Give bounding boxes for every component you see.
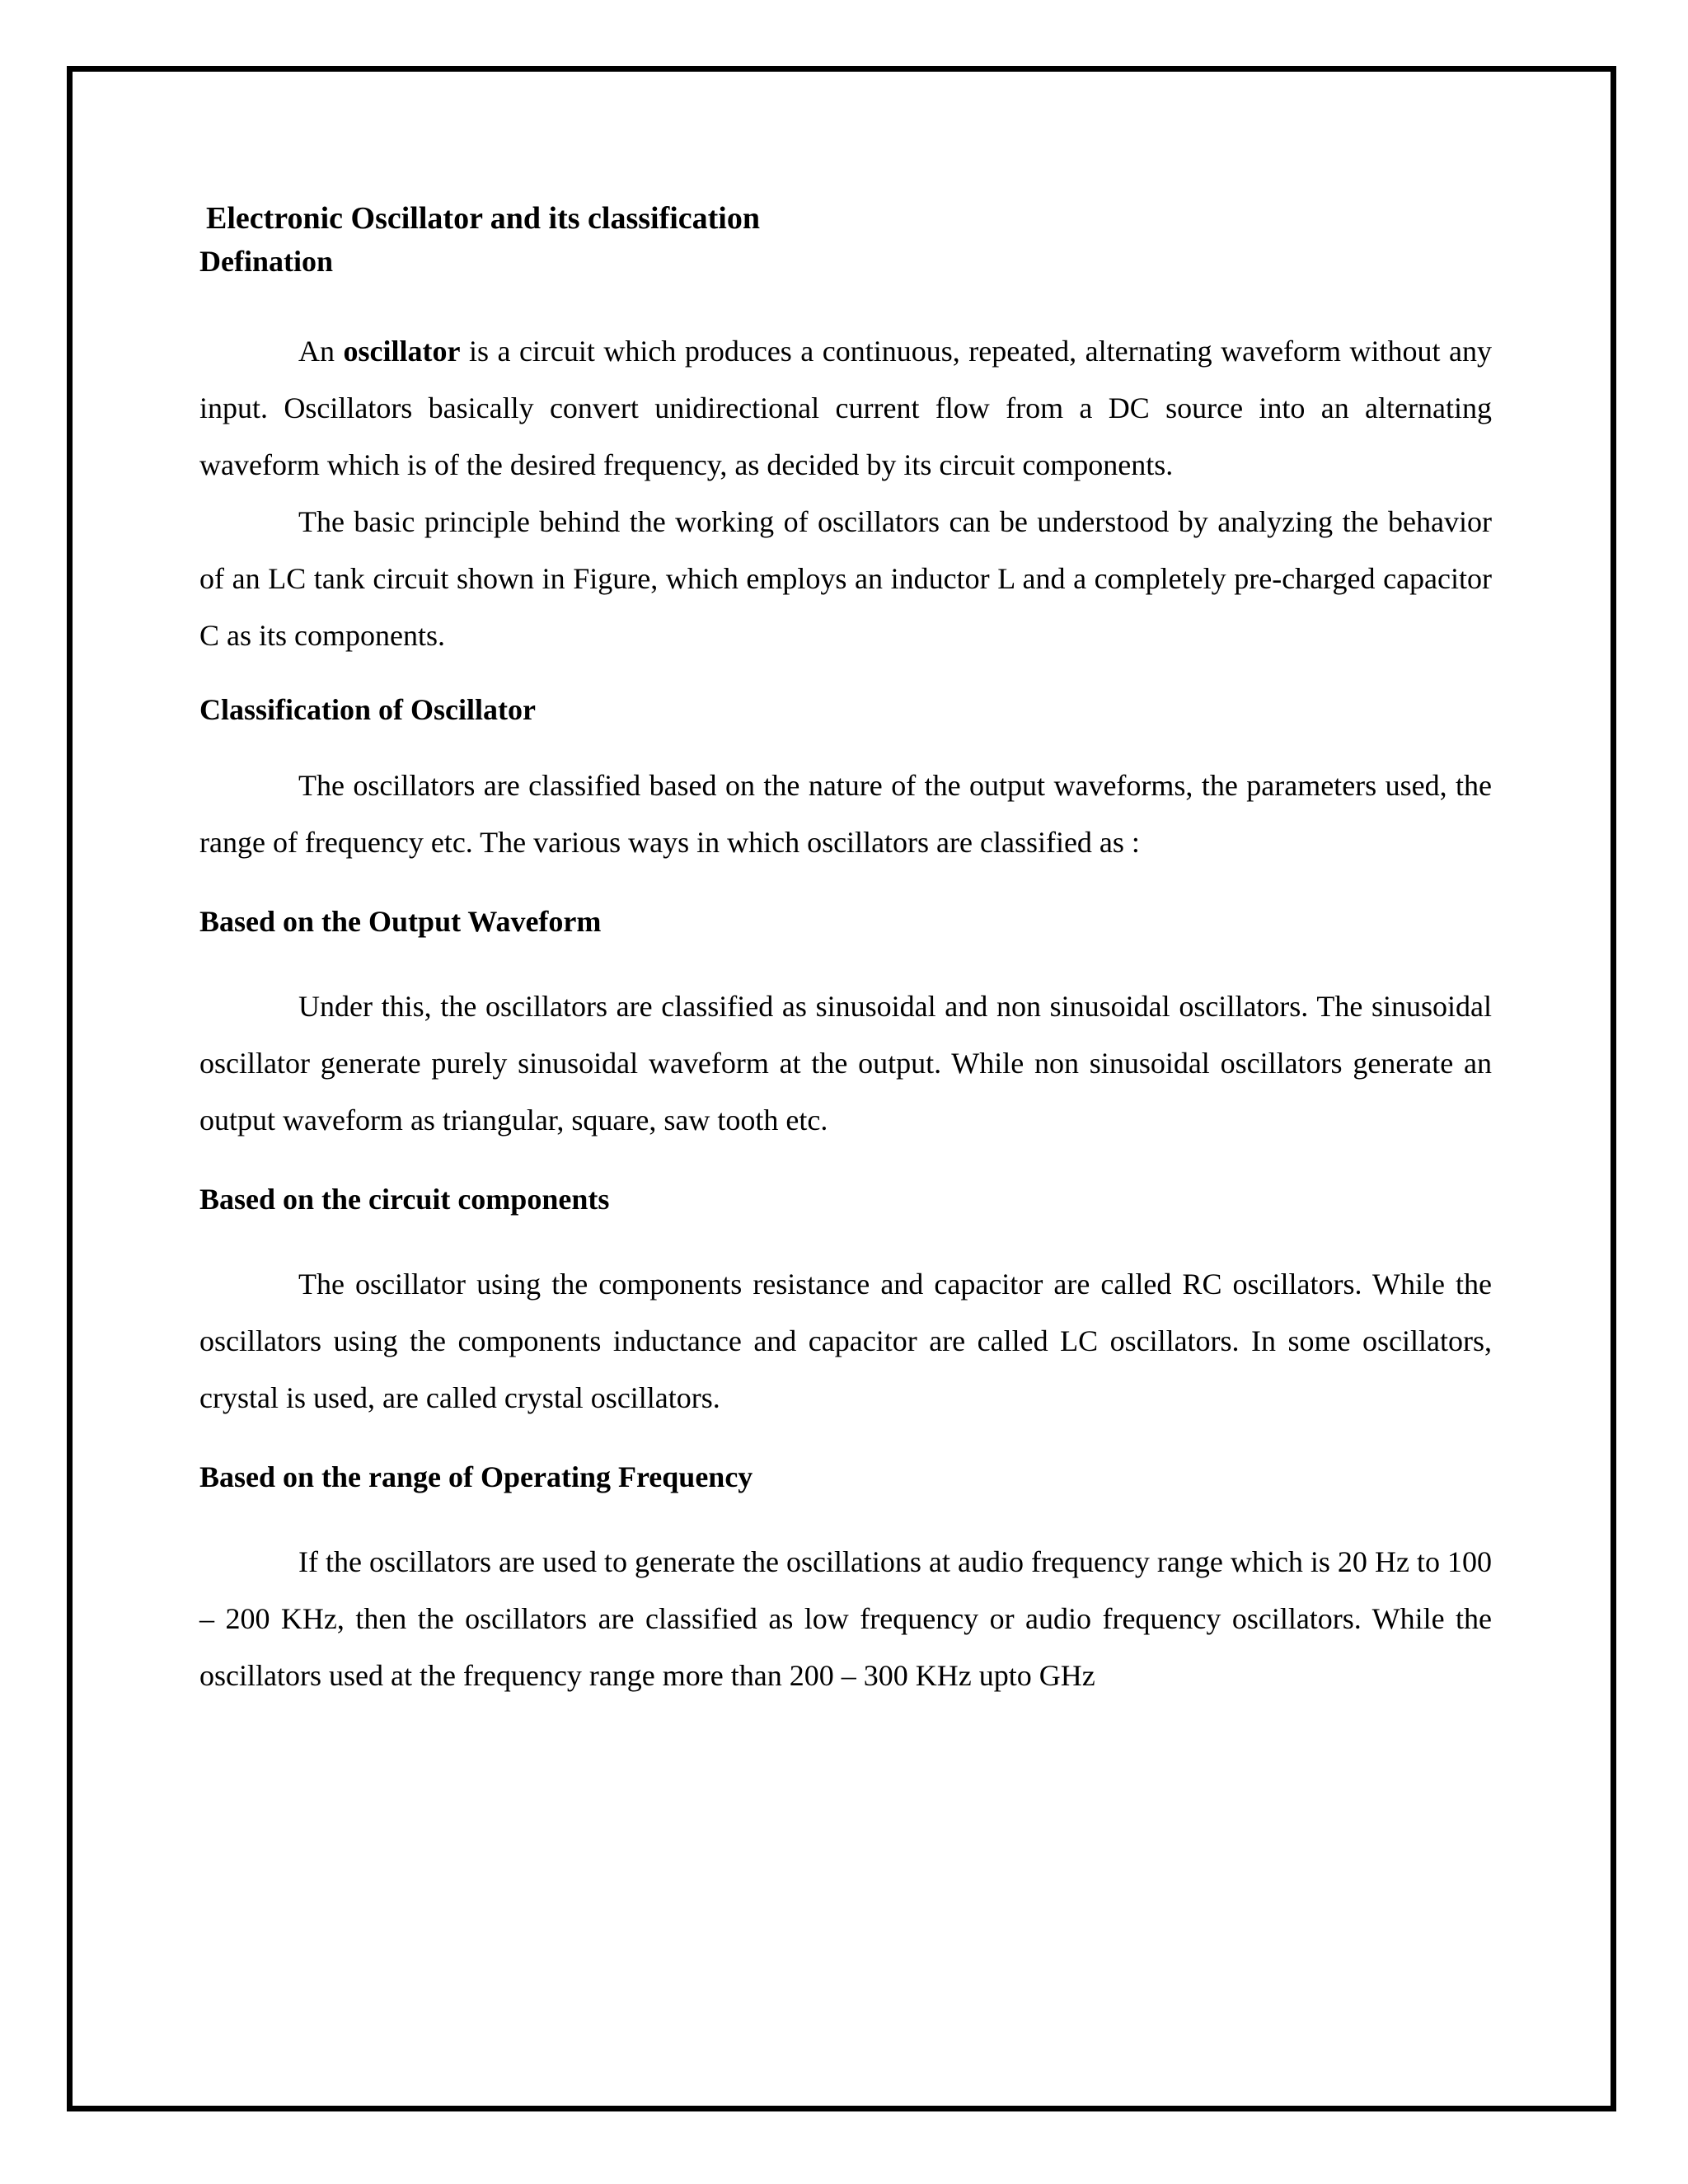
document-body <box>199 196 1492 1704</box>
principle-paragraph: The basic principle behind the working of oscillators can be understood by analyzing the behavior of an LC tank circuit shown in Figure, which employs an inductor L and a completely pre-charged capacitor C as its components. <box>199 505 1492 652</box>
components-paragraph: The oscillator using the components resistance and capacitor are called RC oscillators. While the oscillators using the components inductance and capacitor are called LC oscillators. In some oscillators, crystal is used, are called crystal oscillators. <box>199 1268 1492 1414</box>
definition-heading: Defination <box>199 245 333 278</box>
components-heading: Based on the circuit components <box>199 1183 610 1216</box>
oscillator-term: oscillator <box>343 335 461 368</box>
definition-rest: is a circuit which produces a continuous, repeated, alternating waveform without any input. Oscillators basically convert unidirectional current flow from a DC source into an alternating waveform which is of the desired frequency, as decided by its circuit components. <box>199 335 1492 481</box>
classification-heading: Classification of Oscillator <box>199 693 536 726</box>
classification-paragraph: The oscillators are classified based on the nature of the output waveforms, the parameters used, the range of frequency etc. The various ways in which oscillators are classified as : <box>199 769 1492 859</box>
waveform-paragraph: Under this, the oscillators are classified as sinusoidal and non sinusoidal oscillators. The sinusoidal oscillator generate purely sinusoidal waveform at the output. While non sinusoidal oscillators generate an output waveform as triangular, square, saw tooth etc. <box>199 990 1492 1137</box>
frequency-heading: Based on the range of Operating Frequency <box>199 1460 753 1493</box>
frequency-paragraph: If the oscillators are used to generate the oscillations at audio frequency range which is 20 Hz to 100 – 200 KHz, then the oscillators are classified as low frequency or audio frequency oscillators. While the oscillators used at the frequency range more than 200 – 300 KHz upto GHz <box>199 1545 1492 1692</box>
definition-lead: An <box>298 335 344 368</box>
definition-paragraph <box>199 323 1492 494</box>
waveform-heading: Based on the Output Waveform <box>199 905 602 938</box>
document-title: Electronic Oscillator and its classification <box>206 201 760 236</box>
